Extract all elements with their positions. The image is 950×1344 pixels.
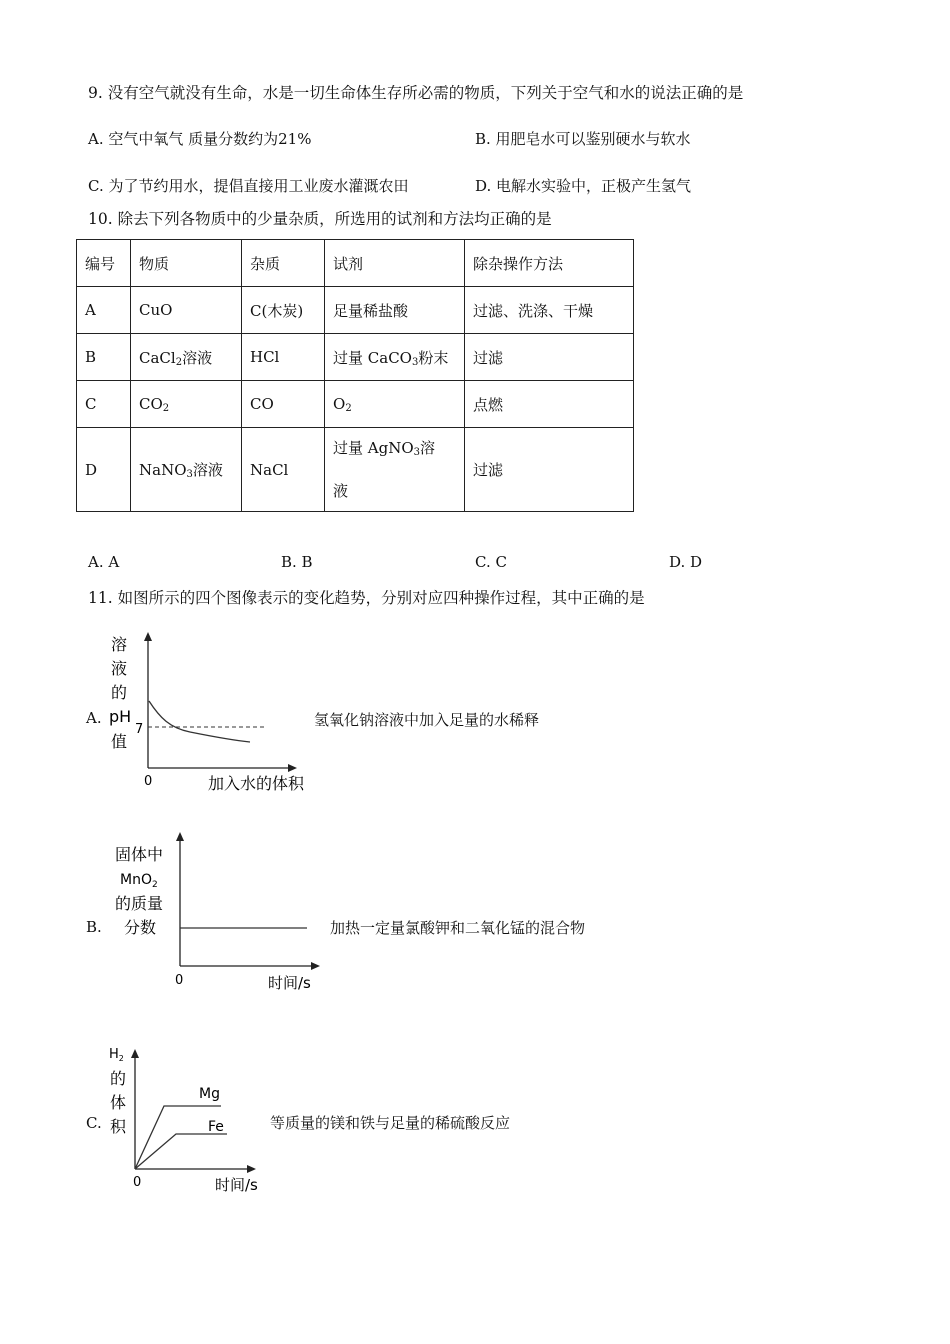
graph-b-ylabel-line: 分数	[124, 918, 157, 937]
graph-a-ylabel-char: 的	[111, 683, 128, 702]
cell-id: C	[77, 381, 131, 428]
cell-substance: CaCl$_2$溶液	[131, 334, 242, 381]
tick-7: 7	[135, 722, 144, 737]
cell-impurity: NaCl	[242, 428, 325, 512]
cell-id: A	[77, 287, 131, 334]
graph-b-xlabel: 时间/s	[268, 974, 311, 992]
origin-label: 0	[144, 774, 153, 789]
cell-reagent: 过量 AgNO$_3$溶 液	[325, 428, 465, 512]
origin-label: 0	[133, 1175, 142, 1190]
y-axis-arrow	[144, 632, 152, 641]
cell-id: D	[77, 428, 131, 512]
question-10-stem: 10. 除去下列各物质中的少量杂质，所选用的试剂和方法均正确的是	[88, 210, 552, 228]
table-row	[77, 381, 634, 428]
q11-option-c-desc: 等质量的镁和铁与足量的稀硫酸反应	[270, 1114, 511, 1132]
q11-graph-b	[110, 828, 330, 998]
series-label-mg: Mg	[199, 1086, 220, 1102]
graph-a-ylabel-char: 溶	[111, 635, 128, 654]
question-11-stem: 11. 如图所示的四个图像表示的变化趋势，分别对应四种操作过程，其中正确的是	[88, 589, 645, 607]
mg-curve	[135, 1106, 221, 1169]
graph-b-ylabel-line: 固体中	[115, 845, 164, 864]
table-header-row	[77, 240, 634, 287]
q10-answer-d[interactable]: D. D	[669, 553, 703, 571]
cell-id: B	[77, 334, 131, 381]
q9-option-d[interactable]: D. 电解水实验中，正极产生氢气	[475, 177, 692, 195]
q10-answer-c[interactable]: C. C	[475, 553, 507, 571]
q11-graph-c	[100, 1040, 280, 1200]
cell-substance: $CO_2$	[131, 381, 242, 428]
origin-label: 0	[175, 973, 184, 988]
header-method: 除杂操作方法	[465, 240, 634, 287]
x-axis-arrow	[288, 764, 297, 772]
cell-impurity: CO	[242, 381, 325, 428]
cell-reagent: 过量 CaCO$_3$粉末	[325, 334, 465, 381]
graph-c-ylabel-char: 积	[110, 1117, 127, 1136]
cell-reagent: 足量稀盐酸	[325, 287, 465, 334]
graph-a-xlabel: 加入水的体积	[208, 774, 305, 793]
q9-option-c[interactable]: C. 为了节约用水，提倡直接用工业废水灌溉农田	[88, 177, 409, 195]
header-impurity: 杂质	[242, 240, 325, 287]
q11-option-b-label[interactable]: B.	[86, 918, 102, 936]
ph-curve	[149, 701, 250, 742]
question-9-stem: 9. 没有空气就没有生命，水是一切生命体生存所必需的物质，下列关于空气和水的说法正确的是	[88, 84, 744, 102]
graph-b-ylabel-line: MnO$_2$	[120, 872, 158, 890]
header-id: 编号	[77, 240, 131, 287]
q11-option-a-desc: 氢氧化钠溶液中加入足量的水稀释	[314, 711, 540, 729]
graph-a-ylabel-char: pH	[109, 707, 132, 726]
cell-method: 点燃	[465, 381, 634, 428]
graph-b-ylabel-line: 的质量	[115, 894, 164, 913]
x-axis-arrow	[311, 962, 320, 970]
cell-method: 过滤、洗涤、干燥	[465, 287, 634, 334]
graph-c-xlabel: 时间/s	[215, 1176, 258, 1194]
x-axis-arrow	[247, 1165, 256, 1173]
cell-impurity: HCl	[242, 334, 325, 381]
cell-reagent: $O_2$	[325, 381, 465, 428]
graph-c-ylabel-char: 体	[110, 1093, 127, 1112]
q11-option-c-label[interactable]: C.	[86, 1114, 102, 1132]
cell-substance: NaNO$_3$溶液	[131, 428, 242, 512]
q10-answer-b[interactable]: B. B	[281, 553, 313, 571]
graph-a-ylabel-char: 值	[111, 732, 128, 751]
series-label-fe: Fe	[208, 1119, 224, 1135]
cell-method: 过滤	[465, 428, 634, 512]
impurity-removal-table	[76, 239, 634, 512]
q10-answer-a[interactable]: A. A	[88, 553, 120, 571]
cell-substance: CuO	[131, 287, 242, 334]
cell-method: 过滤	[465, 334, 634, 381]
q11-option-b-desc: 加热一定量氯酸钾和二氧化锰的混合物	[330, 919, 586, 937]
cell-impurity: C(木炭)	[242, 287, 325, 334]
graph-c-ylabel-char: $H_2$	[109, 1047, 124, 1063]
table-row	[77, 287, 634, 334]
graph-a-ylabel-char: 液	[111, 659, 128, 678]
y-axis-arrow	[176, 832, 184, 841]
table-row	[77, 428, 634, 512]
header-reagent: 试剂	[325, 240, 465, 287]
table-row	[77, 334, 634, 381]
q11-graph-a	[100, 628, 320, 798]
graph-c-ylabel-char: 的	[110, 1069, 127, 1088]
y-axis-arrow	[131, 1049, 139, 1058]
q11-option-a-label[interactable]: A.	[86, 709, 102, 727]
header-substance: 物质	[131, 240, 242, 287]
q9-option-b[interactable]: B. 用肥皂水可以鉴别硬水与软水	[475, 130, 691, 148]
q9-option-a[interactable]: A. 空气中氧气 质量分数约为21%	[88, 130, 312, 148]
